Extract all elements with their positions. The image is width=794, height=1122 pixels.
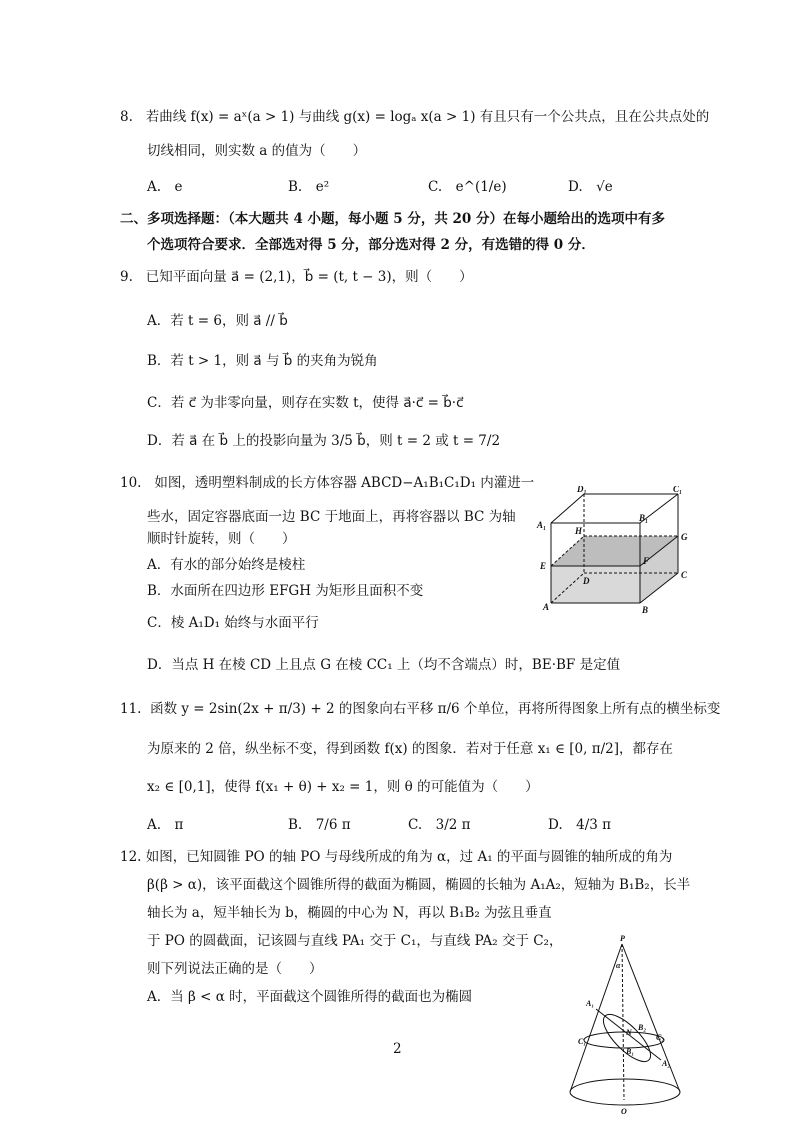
question-number: 9.: [120, 269, 133, 285]
question-12-line4: 于 PO 的圆截面，记该圆与直线 PA₁ 交于 C₁，与直线 PA₂ 交于 C₂，: [147, 933, 563, 949]
question-10-line2: 些水，固定容器底面一边 BC 于地面上，再将容器以 BC 为轴: [147, 509, 516, 525]
label-p: P: [620, 934, 625, 943]
label-b1: B₁: [639, 513, 649, 523]
edge-a1d1: [551, 494, 584, 523]
question-11-line2: 为原来的 2 倍，纵坐标不变，得到函数 f(x) 的图象．若对于任意 x₁ ∈ [0, π/2]，都存在: [147, 741, 674, 757]
q10-option-d: D．当点 H 在棱 CD 上且点 G 在棱 CC₁ 上（均不含端点）时，BE·BF 是定值: [147, 657, 621, 673]
cone-generatrix-right: [622, 944, 680, 1092]
question-11-line3: x₂ ∈ [0,1]，使得 f(x₁ + θ) + x₂ = 1，则 θ 的可能值为（ ）: [147, 779, 539, 795]
label-b1: B₁: [626, 1047, 635, 1056]
label-c: C: [681, 570, 688, 580]
question-12-stem: 12. 如图，已知圆锥 PO 的轴 PO 与母线所成的角为 α，过 A₁ 的平面与圆锥的轴所成的角为: [120, 849, 673, 865]
question-number: 12.: [120, 849, 142, 865]
question-10-line3: 顺时针旋转，则（ ）: [147, 531, 296, 547]
question-10-stem: 10. 如图，透明塑料制成的长方体容器 ABCD−A₁B₁C₁D₁ 内灌进一: [120, 475, 535, 491]
q10-option-b: B．水面所在四边形 EFGH 为矩形且面积不变: [147, 583, 424, 599]
q10-option-c: C．棱 A₁D₁ 始终与水面平行: [147, 615, 319, 631]
q11-option-b: B. 7/6 π: [288, 817, 351, 833]
page-number: 2: [393, 1041, 402, 1057]
cone-base-ellipse: [570, 1079, 680, 1105]
label-o: O: [621, 1107, 627, 1116]
label-alpha: α: [616, 961, 621, 970]
label-c1: C₁: [673, 486, 683, 494]
label-n: N: [626, 1028, 632, 1037]
label-d1: D₁: [577, 486, 587, 494]
label-a1: A₁: [537, 520, 547, 530]
label-h: H: [575, 526, 583, 536]
question-12-line5: 则下列说法正确的是（ ）: [147, 961, 323, 977]
question-11-stem: 11. 函数 y = 2sin(2x + π/3) + 2 的图象向右平移 π/6 个单位，再将所得图象上所有点的横坐标变: [120, 701, 721, 717]
cone-figure: [560, 932, 694, 1118]
circle-section-c1c2: [584, 1032, 664, 1048]
label-a: A: [543, 602, 550, 612]
q11-option-c: C. 3/2 π: [408, 817, 471, 833]
question-8-stem-line2: 切线相同，则实数 a 的值为（ ）: [147, 143, 367, 159]
q9-option-a: A．若 t = 6，则 a⃗ // b⃗: [147, 313, 288, 329]
label-a2: A₂: [662, 1059, 671, 1068]
label-c2: C₂: [656, 1033, 665, 1042]
cuboid-figure: [535, 486, 695, 616]
q9-option-b: B．若 t > 1，则 a⃗ 与 b⃗ 的夹角为锐角: [147, 353, 378, 369]
question-12-line3: 轴长为 a，短半轴长为 b，椭圆的中心为 N，再以 B₁B₂ 为弦且垂直: [147, 905, 552, 921]
label-g: G: [681, 532, 688, 542]
label-c1: C₁: [578, 1037, 587, 1046]
q12-option-a: A．当 β < α 时，平面截这个圆锥所得的截面也为椭圆: [147, 989, 473, 1005]
q11-option-d: D. 4/3 π: [548, 817, 612, 833]
q11-option-a: A. π: [147, 817, 184, 833]
q9-option-c: C．若 c⃗ 为非零向量，则存在实数 t，使得 a⃗·c⃗ = b⃗·c⃗: [147, 395, 464, 411]
section-heading-line2: 个选项符合要求．全部选对得 5 分，部分选对得 2 分，有选错的得 0 分．: [147, 237, 595, 253]
q8-option-c: C. e^(1/e): [428, 179, 507, 195]
q9-option-d: D．若 a⃗ 在 b⃗ 上的投影向量为 3/5 b⃗，则 t = 2 或 t = 7/2: [147, 433, 501, 449]
water-front-face: [551, 566, 640, 603]
label-e: E: [540, 561, 547, 571]
q8-option-a: A. e: [147, 179, 183, 195]
q8-option-b: B. e²: [288, 179, 330, 195]
question-9-stem: 9. 已知平面向量 a⃗ = (2,1)，b⃗ = (t, t − 3)，则（ ）: [120, 269, 473, 285]
label-b2: B₂: [638, 1023, 647, 1032]
label-b: B: [642, 605, 649, 615]
cone-axis-po: [622, 944, 624, 1100]
label-a1: A₁: [586, 999, 595, 1008]
label-d: D: [583, 576, 590, 586]
section-heading-line1: 二、多项选择题：（本大题共 4 小题，每小题 5 分，共 20 分）在每小题给出的选项中有多: [120, 211, 666, 227]
cone-generatrix-left: [570, 944, 622, 1092]
question-8-stem: 8. 若曲线 f(x) = aˣ(a > 1) 与曲线 g(x) = logₐ x(a > 1) 有且只有一个公共点，且在公共点处的: [120, 109, 710, 125]
q10-option-a: A．有水的部分始终是棱柱: [147, 557, 306, 573]
question-number: 10.: [120, 475, 142, 491]
question-number: 8.: [120, 109, 133, 125]
label-f: F: [643, 556, 650, 566]
q8-option-d: D. √e: [568, 179, 613, 195]
question-12-line2: β(β > α)，该平面截这个圆锥所得的截面为椭圆，椭圆的长轴为 A₁A₂，短轴为 B₁B₂，长半: [147, 877, 691, 893]
question-number: 11.: [120, 701, 142, 717]
